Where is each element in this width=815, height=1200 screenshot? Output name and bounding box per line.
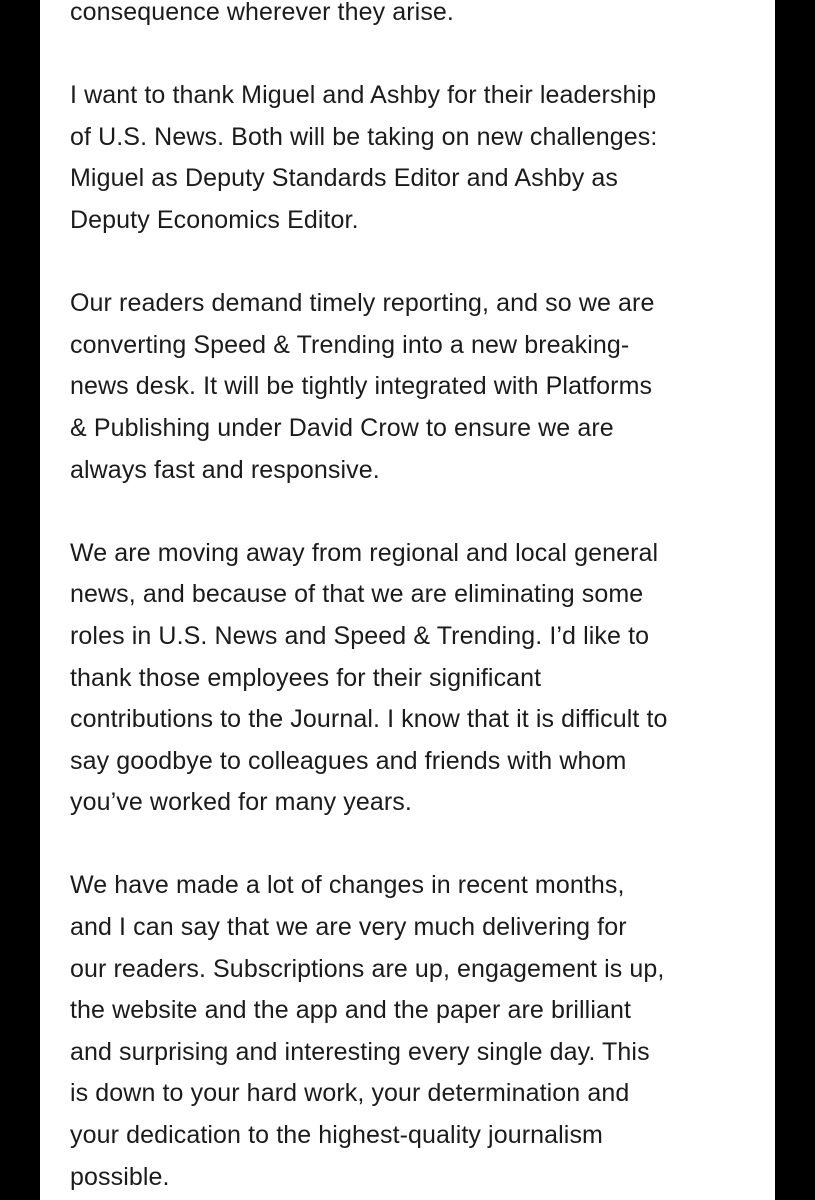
text-line: thank those employees for their significant (70, 663, 542, 692)
text-line: you’ve worked for many years. (70, 788, 412, 817)
text-line: your dedication to the highest-quality journalism (70, 1121, 603, 1150)
text-line: & Publishing under David Crow to ensure we are (70, 413, 614, 442)
text-line: Miguel as Deputy Standards Editor and Ashby as (70, 164, 618, 193)
left-black-border (0, 0, 40, 1200)
text-line: say goodbye to colleagues and friends with whom (70, 746, 627, 775)
text-line: Our readers demand timely reporting, and so we are (70, 289, 655, 318)
paragraph-1 (70, 0, 760, 34)
text-line: I want to thank Miguel and Ashby for their leadership (70, 81, 657, 110)
text-line: our readers. Subscriptions are up, engagement is up, (70, 954, 665, 983)
text-line: contributions to the Journal. I know that it is difficult to (70, 705, 668, 734)
text-line: the website and the app and the paper are brilliant (70, 996, 632, 1025)
text-line: news desk. It will be tightly integrated with Platforms (70, 372, 653, 401)
memo-body (70, 0, 760, 1198)
text-line: We have made a lot of changes in recent months, (70, 871, 625, 900)
text-line: We are moving away from regional and local general (70, 538, 659, 567)
text-line: possible. (70, 1162, 170, 1191)
text-line: roles in U.S. News and Speed & Trending. I’d like to (70, 621, 650, 650)
text-line: converting Speed & Trending into a new breaking- (70, 330, 630, 359)
paragraph-3 (70, 283, 760, 491)
text-line: news, and because of that we are eliminating some (70, 580, 644, 609)
right-black-border (775, 0, 815, 1200)
document-page (40, 0, 775, 1200)
paragraph-5 (70, 865, 760, 1198)
text-line: and I can say that we are very much delivering for (70, 913, 627, 942)
paragraph-4 (70, 533, 760, 824)
text-line: is down to your hard work, your determination and (70, 1079, 630, 1108)
text-line: Deputy Economics Editor. (70, 205, 359, 234)
text-line: consequence wherever they arise. (70, 0, 454, 26)
text-line: always fast and responsive. (70, 455, 380, 484)
text-line: and surprising and interesting every single day. This (70, 1037, 650, 1066)
text-line: of U.S. News. Both will be taking on new challenges: (70, 122, 658, 151)
paragraph-2 (70, 75, 760, 241)
